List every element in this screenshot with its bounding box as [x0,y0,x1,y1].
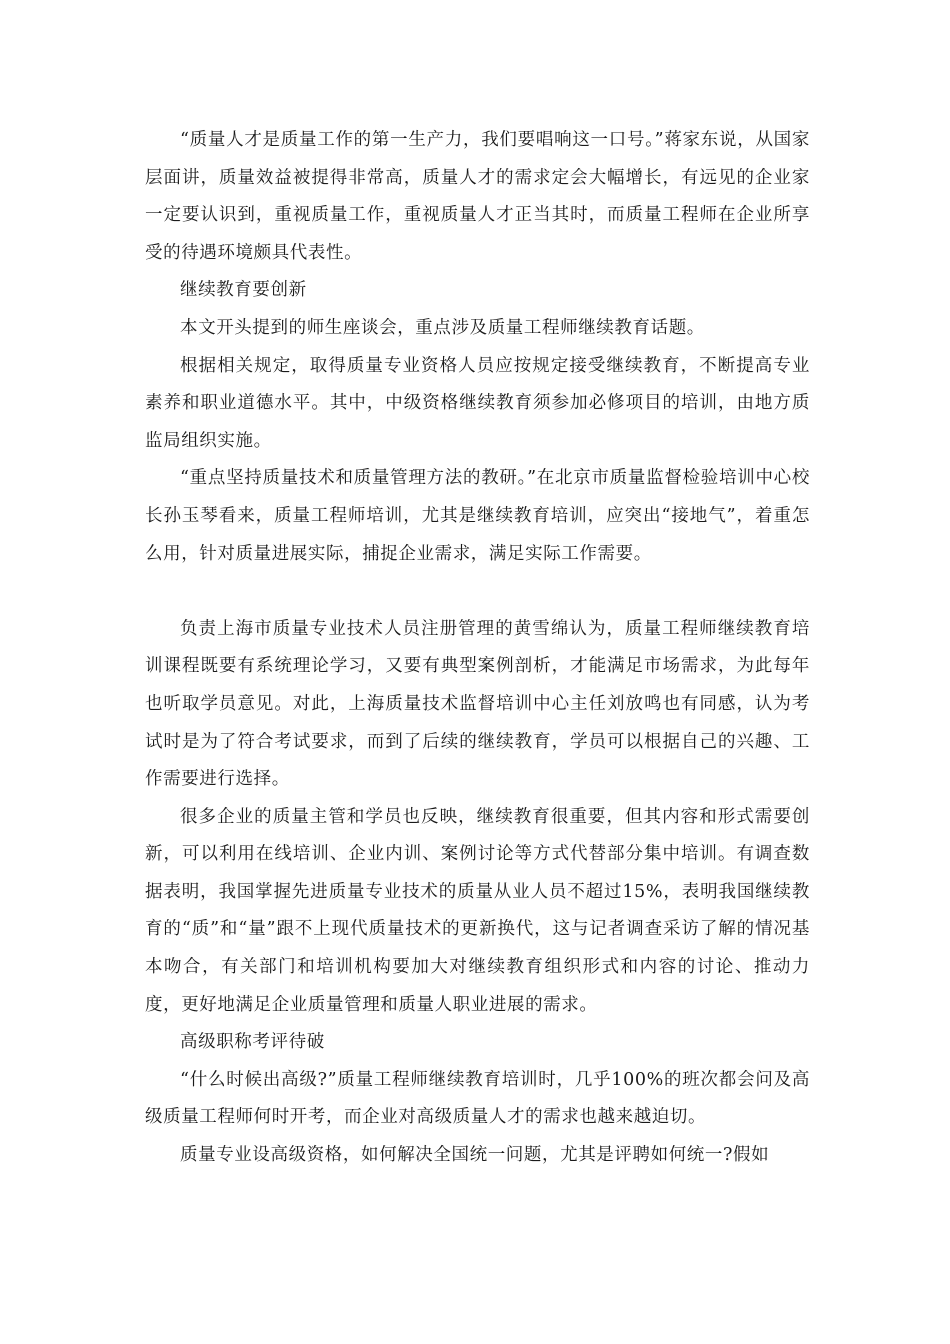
article-body [145,122,810,1175]
paragraph-quality-talent: “质量人才是质量工作的第一生产力，我们要唱响这一口号。”蒋家东说，从国家层面讲，质量效益被提得非常高，质量人才的需求定会大幅增长，有远见的企业家一定要认识到，重视质量工作，重视质量人才正当其时，而质量工程师在企业所享受的待遇环境颇具代表性。 [145,130,810,263]
section-heading-continuing-education: 继续教育要创新 [180,280,307,301]
paragraph-unification: 质量专业设高级资格，如何解决全国统一问题，尤其是评聘如何统一?假如 [180,1145,770,1166]
section-heading-senior-title: 高级职称考评待破 [180,1032,325,1053]
paragraph-gap [145,573,810,611]
paragraph-enterprise-feedback: 很多企业的质量主管和学员也反映，继续教育很重要，但其内容和形式需要创新，可以利用在线培训、企业内训、案例讨论等方式代替部分集中培训。有调查数据表明，我国掌握先进质量专业技术的质量从业人员不超过15%，表明我国继续教育的“质”和“量”跟不上现代质量技术的更新换代，这与记者调查采访了解的情况基本吻合，有关部门和培训机构要加大对继续教育组织形式和内容的讨论、推动力度，更好地满足企业质量管理和质量人职业进展的需求。 [145,806,810,1015]
paragraph-senior-exam: “什么时候出高级?”质量工程师继续教育培训时，几乎100%的班次都会问及高级质量工程师何时开考，而企业对高级质量人才的需求也越来越迫切。 [145,1069,810,1128]
paragraph-beijing-training: “重点坚持质量技术和质量管理方法的教研。”在北京市质量监督检验培训中心校长孙玉琴看来，质量工程师培训，尤其是继续教育培训，应突出“接地气”，着重怎么用，针对质量进展实际，捕捉企业需求，满足实际工作需要。 [145,468,810,564]
paragraph-seminar: 本文开头提到的师生座谈会，重点涉及质量工程师继续教育话题。 [180,317,705,338]
paragraph-regulations: 根据相关规定，取得质量专业资格人员应按规定接受继续教育，不断提高专业素养和职业道德水平。其中，中级资格继续教育须参加必修项目的培训，由地方质监局组织实施。 [145,355,810,451]
paragraph-shanghai-training: 负责上海市质量专业技术人员注册管理的黄雪绵认为，质量工程师继续教育培训课程既要有系统理论学习，又要有典型案例剖析，才能满足市场需求，为此每年也听取学员意见。对此，上海质量技术监督培训中心主任刘放鸣也有同感，认为考试时是为了符合考试要求，而到了后续的继续教育，学员可以根据自己的兴趣、工作需要进行选择。 [145,618,810,790]
